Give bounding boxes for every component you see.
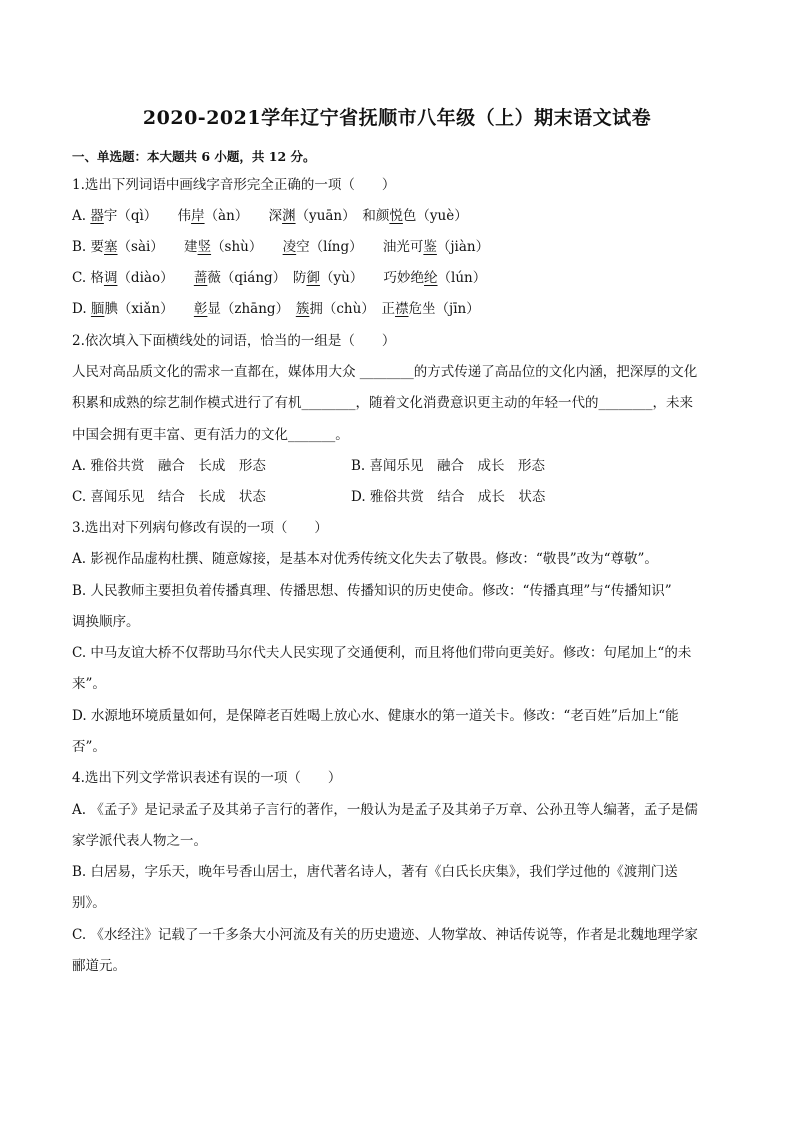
question-1-option-a: A. 器宇（qì） 伟岸（àn） 深渊（yuān） 和颜悦色（yuè） xyxy=(72,208,468,224)
question-4-option-b: B. 白居易，字乐天，晚年号香山居士，唐代著名诗人，著有《白氏长庆集》，我们学过他的《渡荆门送 xyxy=(72,864,678,880)
question-2-option-c: C. 喜闻乐见 结合 长成 状态 xyxy=(72,489,266,505)
question-4-option-c-cont: 郦道元。 xyxy=(72,958,126,974)
question-3-option-d: D. 水源地环境质量如何，是保障老百姓喝上放心水、健康水的第一道关卡。修改：“老百姓”后加上“能 xyxy=(72,708,679,724)
question-2-passage-line: 人民对高品质文化的需求一直都在，媒体用大众 ________的方式传递了高品位的文化内涵，把深厚的文化 xyxy=(72,364,698,380)
question-4-option-a: A. 《孟子》是记录孟子及其弟子言行的著作，一般认为是孟子及其弟子万章、公孙丑等人编著，孟子是儒 xyxy=(72,802,698,818)
question-4-option-b-cont: 别》。 xyxy=(72,895,106,911)
question-4-option-a-cont: 家学派代表人物之一。 xyxy=(72,833,207,849)
question-4-option-c: C. 《水经注》记载了一千多条大小河流及有关的历史遗迹、人物掌故、神话传说等，作者是北魏地理学家 xyxy=(72,927,698,943)
question-2-options-row xyxy=(72,487,732,507)
question-2-stem: 2.依次填入下面横线处的词语，恰当的一组是（ ） xyxy=(72,333,396,349)
question-1-option-d: D. 腼腆（xiǎn） 彰显（zhāng） 簇拥（chù） 正襟危坐（jīn） xyxy=(72,301,480,317)
question-2-option-b: B. 喜闻乐见 融合 成长 形态 xyxy=(351,458,546,474)
question-3-option-d-cont: 否”。 xyxy=(72,739,106,755)
question-3-option-b: B. 人民教师主要担负着传播真理、传播思想、传播知识的历史使命。修改：“传播真理”与“传播知识” xyxy=(72,583,672,599)
question-2-options-row xyxy=(72,456,732,476)
question-2-passage-line: 中国会拥有更丰富、更有活力的文化_______。 xyxy=(72,427,349,443)
question-1-option-c: C. 格调（diào） 蔷薇（qiáng） 防御（yù） 巧妙绝纶（lún） xyxy=(72,270,487,286)
question-3-option-c: C. 中马友谊大桥不仅帮助马尔代夫人民实现了交通便利，而且将他们带向更美好。修改：句尾加上“的未 xyxy=(72,645,692,661)
question-3-option-a: A. 影视作品虚构杜撰、随意嫁接，是基本对优秀传统文化失去了敬畏。修改：“敬畏”改为“尊敬”。 xyxy=(72,551,658,567)
question-1-option-b: B. 要塞（sài） 建竖（shù） 凌空（líng） 油光可鉴（jiàn） xyxy=(72,239,490,255)
section-heading: 一、单选题：本大题共 6 小题，共 12 分。 xyxy=(72,149,316,164)
question-3-option-c-cont: 来”。 xyxy=(72,676,106,692)
question-3-stem: 3.选出对下列病句修改有误的一项（ ） xyxy=(72,520,328,536)
question-2-passage-line: 积累和成熟的综艺制作模式进行了有机________，随着文化消费意识更主动的年轻一代的________，未来 xyxy=(72,395,693,411)
question-2-option-d: D. 雅俗共赏 结合 成长 状态 xyxy=(351,489,546,505)
question-4-stem: 4.选出下列文学常识表述有误的一项（ ） xyxy=(72,770,342,786)
question-2-option-a: A. 雅俗共赏 融合 长成 形态 xyxy=(72,458,266,474)
question-3-option-b-cont: 调换顺序。 xyxy=(72,614,140,630)
question-1-stem: 1.选出下列词语中画线字音形完全正确的一项（ ） xyxy=(72,177,396,193)
exam-title: 2020-2021学年辽宁省抚顺市八年级（上）期末语文试卷 xyxy=(142,107,652,129)
